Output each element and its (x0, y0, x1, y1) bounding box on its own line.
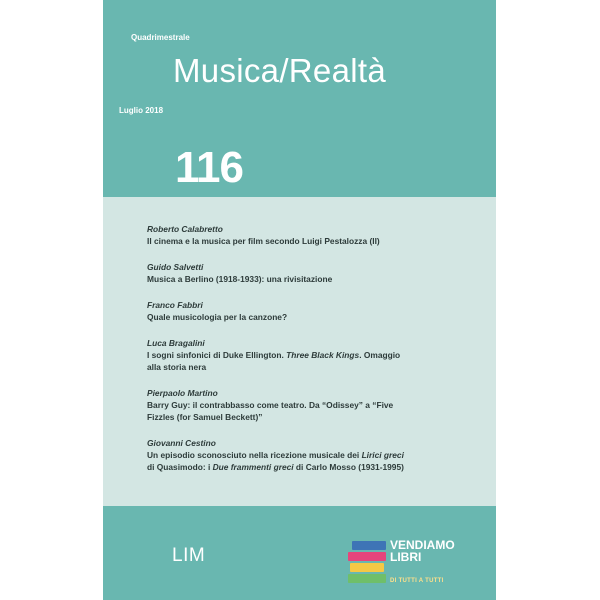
article-title: Quale musicologia per la canzone? (147, 312, 288, 322)
vendiamo-libri-badge (348, 537, 488, 593)
article-title-part: I sogni sinfonici di Duke Ellington. (147, 350, 284, 360)
article-entry (147, 337, 477, 373)
article-author: Pierpaolo Martino (147, 388, 218, 398)
book-stack-icon (348, 541, 386, 585)
cover-footer (103, 506, 496, 600)
journal-cover (103, 0, 496, 600)
issue-date: Luglio 2018 (119, 106, 164, 115)
article-entry (147, 223, 477, 247)
article-author: Franco Fabbri (147, 300, 203, 310)
article-entry (147, 261, 477, 285)
article-title: Il cinema e la musica per film secondo Luigi Pestalozza (II) (147, 236, 380, 246)
article-author: Luca Bragalini (147, 338, 205, 348)
article-entry (147, 299, 477, 323)
article-title-italic: Due frammenti greci (212, 462, 294, 472)
article-author: Guido Salvetti (147, 262, 204, 272)
book-spine-icon (348, 574, 386, 583)
book-spine-icon (350, 563, 384, 572)
badge-tagline: DI TUTTI A TUTTI (390, 578, 444, 584)
article-title: Barry Guy: il contrabbasso come teatro. Da “Odissey” a “Five (147, 400, 394, 410)
cover-header (103, 0, 496, 197)
article-title-part: . Omaggio (359, 350, 401, 360)
badge-line1: VENDIAMO (390, 538, 455, 552)
table-of-contents (103, 197, 496, 506)
article-title-part: di Quasimodo: i (147, 462, 211, 472)
article-title-line2 (147, 461, 477, 473)
journal-title: Musica/Realtà (173, 52, 386, 89)
article-entry (147, 387, 477, 423)
article-title-line2: Fizzles (for Samuel Beckett)” (147, 412, 263, 422)
article-author: Giovanni Cestino (147, 438, 216, 448)
article-title-italic: Lirici greci (361, 450, 404, 460)
badge-line2: LIBRI (390, 550, 422, 564)
publication-frequency: Quadrimestrale (131, 33, 190, 42)
article-title: Musica a Berlino (1918-1933): una rivisitazione (147, 274, 333, 284)
article-author: Roberto Calabretto (147, 224, 223, 234)
article-title (147, 349, 477, 361)
badge-wordmark (390, 539, 455, 563)
article-title-line2: alla storia nera (147, 362, 207, 372)
issue-number: 116 (175, 143, 243, 192)
article-title (147, 449, 477, 461)
article-entry (147, 437, 477, 473)
article-title-italic: Three Black Kings (286, 350, 360, 360)
article-title-part: di Carlo Mosso (1931-1995) (295, 462, 404, 472)
publisher-name: LIM (172, 545, 206, 566)
article-title-part: Un episodio sconosciuto nella ricezione musicale dei (147, 450, 360, 460)
book-spine-icon (352, 541, 386, 550)
book-spine-icon (348, 552, 386, 561)
